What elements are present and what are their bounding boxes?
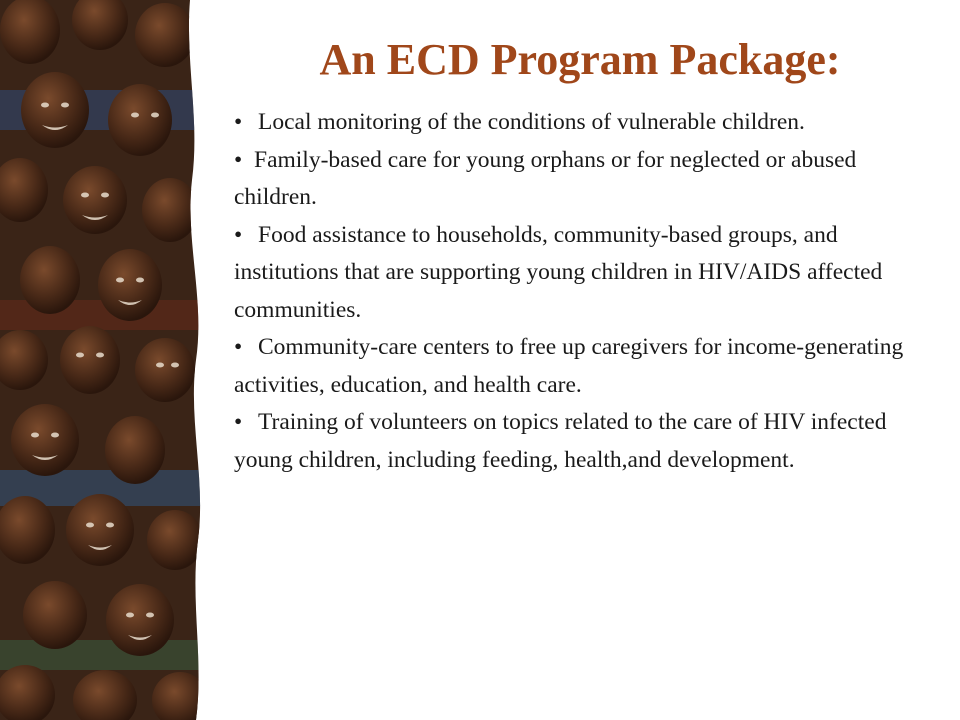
bullet-text: Community-care centers to free up caregivers for income-generating activities, education, and health care.: [234, 334, 904, 398]
bullet-icon: •: [234, 221, 243, 248]
bullet-icon: •: [234, 109, 243, 135]
bullet-item: [234, 329, 934, 404]
bullet-text: Family-based care for young orphans or for neglected or abused children.: [234, 146, 857, 210]
bullet-icon: •: [234, 409, 243, 435]
bullet-icon: •: [234, 146, 243, 173]
bullet-item: [234, 217, 934, 330]
children-crowd-photo: [0, 0, 215, 720]
bullet-text: Food assistance to households, community-based groups, and institutions that are supporting young children in HIV/AIDS affected communities.: [234, 221, 883, 323]
slide-title: An ECD Program Package:: [319, 35, 841, 84]
bullet-text: Local monitoring of the conditions of vulnerable children.: [258, 109, 805, 135]
bullet-list: [234, 104, 934, 479]
bullet-item: [234, 404, 934, 479]
bullet-icon: •: [234, 334, 243, 360]
bullet-item: [234, 142, 934, 217]
bullet-text: Training of volunteers on topics related to the care of HIV infected young children, including feeding, health,and development.: [234, 409, 887, 473]
bullet-item: [234, 104, 934, 142]
